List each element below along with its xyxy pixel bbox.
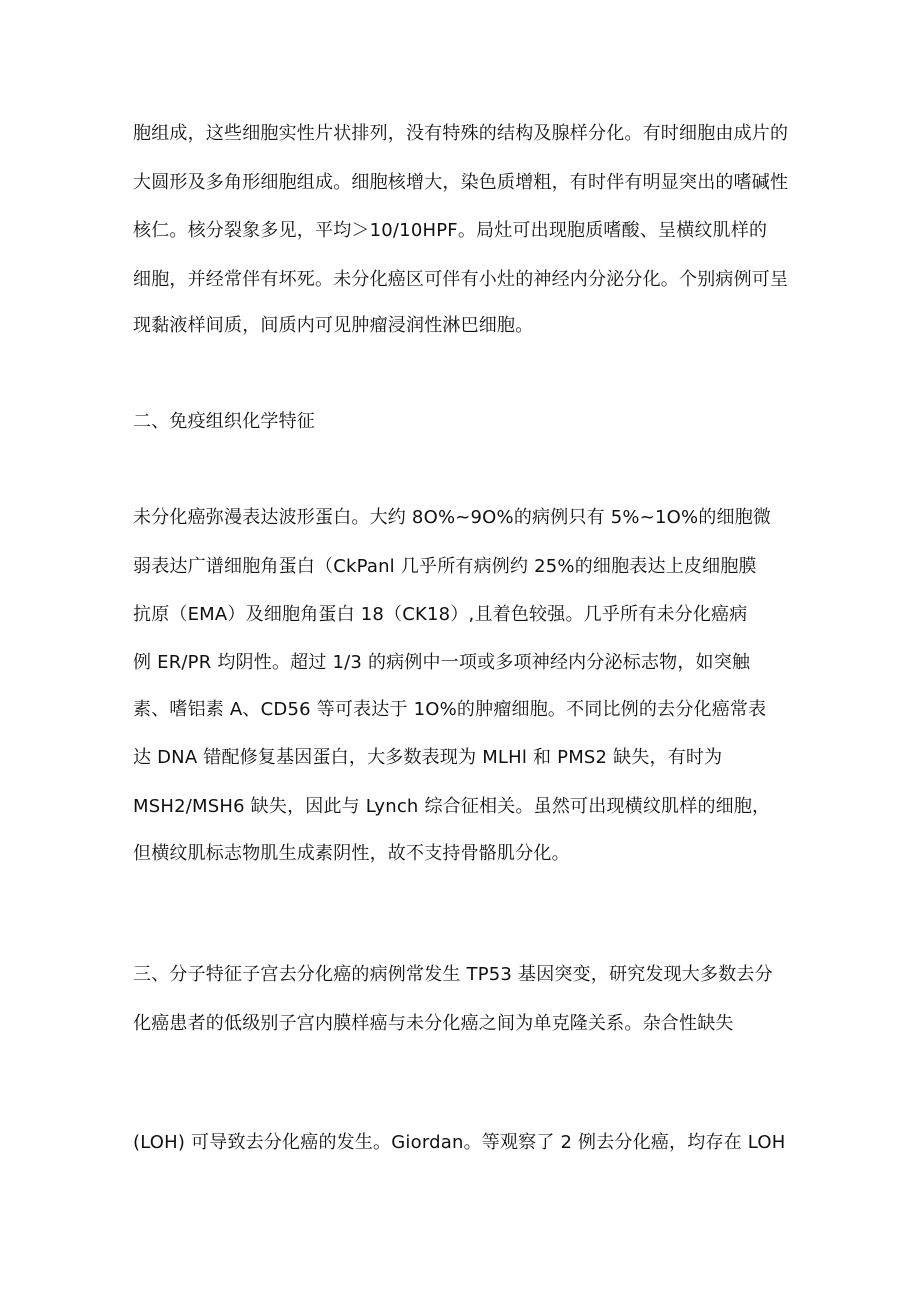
paragraph-2-line: 达 DNA 错配修复基因蛋白，大多数表现为 MLHl 和 PMS2 缺失，有时为: [133, 747, 723, 768]
paragraph-3-line: 三、分子特征子宫去分化癌的病例常发生 TP53 基因突变，研究发现大多数去分: [133, 964, 773, 985]
paragraph-2-line: 但横纹肌标志物肌生成素阴性，故不支持骨骼肌分化。: [133, 843, 570, 864]
paragraph-4-line: (LOH) 可导致去分化癌的发生。Giordan。等观察了 2 例去分化癌，均存在 LOH: [133, 1132, 786, 1153]
paragraph-1-line: 核仁。核分裂象多见，平均＞10/10HPF。局灶可出现胞质嗜酸、呈横纹肌样的: [133, 220, 768, 241]
paragraph-2-line: MSH2/MSH6 缺失，因此与 Lynch 综合征相关。虽然可出现横纹肌样的细胞，: [133, 796, 771, 817]
paragraph-2-line: 例 ER/PR 均阴性。超过 1/3 的病例中一项或多项神经内分泌标志物，如突触: [133, 652, 751, 673]
paragraph-1-line: 现黏液样间质，间质内可见肿瘤浸润性淋巴细胞。: [133, 315, 534, 336]
paragraph-2-line: 未分化癌弥漫表达波形蛋白。大约 8O%~9O%的病例只有 5%~1O%的细胞微: [133, 507, 772, 528]
paragraph-3-line: 化癌患者的低级别子宫内膜样癌与未分化癌之间为单克隆关系。杂合性缺失: [133, 1013, 734, 1034]
section-heading-immunohistochemistry: 二、免疫组织化学特征: [133, 411, 315, 432]
paragraph-1-line: 胞组成，这些细胞实性片状排列，没有特殊的结构及腺样分化。有时细胞由成片的: [133, 123, 789, 144]
paragraph-2-line: 弱表达广谱细胞角蛋白（CkPanl 几乎所有病例约 25%的细胞表达上皮细胞膜: [133, 556, 757, 577]
paragraph-2-line: 抗原（EMA）及细胞角蛋白 18（CK18）,且着色较强。几乎所有未分化癌病: [133, 604, 748, 625]
paragraph-1-line: 大圆形及多角形细胞组成。细胞核增大，染色质增粗，有时伴有明显突出的嗜碱性: [133, 172, 789, 193]
paragraph-2-line: 素、嗜铝素 A、CD56 等可表达于 1O%的肿瘤细胞。不同比例的去分化癌常表: [133, 699, 767, 720]
paragraph-1-line: 细胞，并经常伴有坏死。未分化癌区可伴有小灶的神经内分泌分化。个别病例可呈: [133, 269, 789, 290]
